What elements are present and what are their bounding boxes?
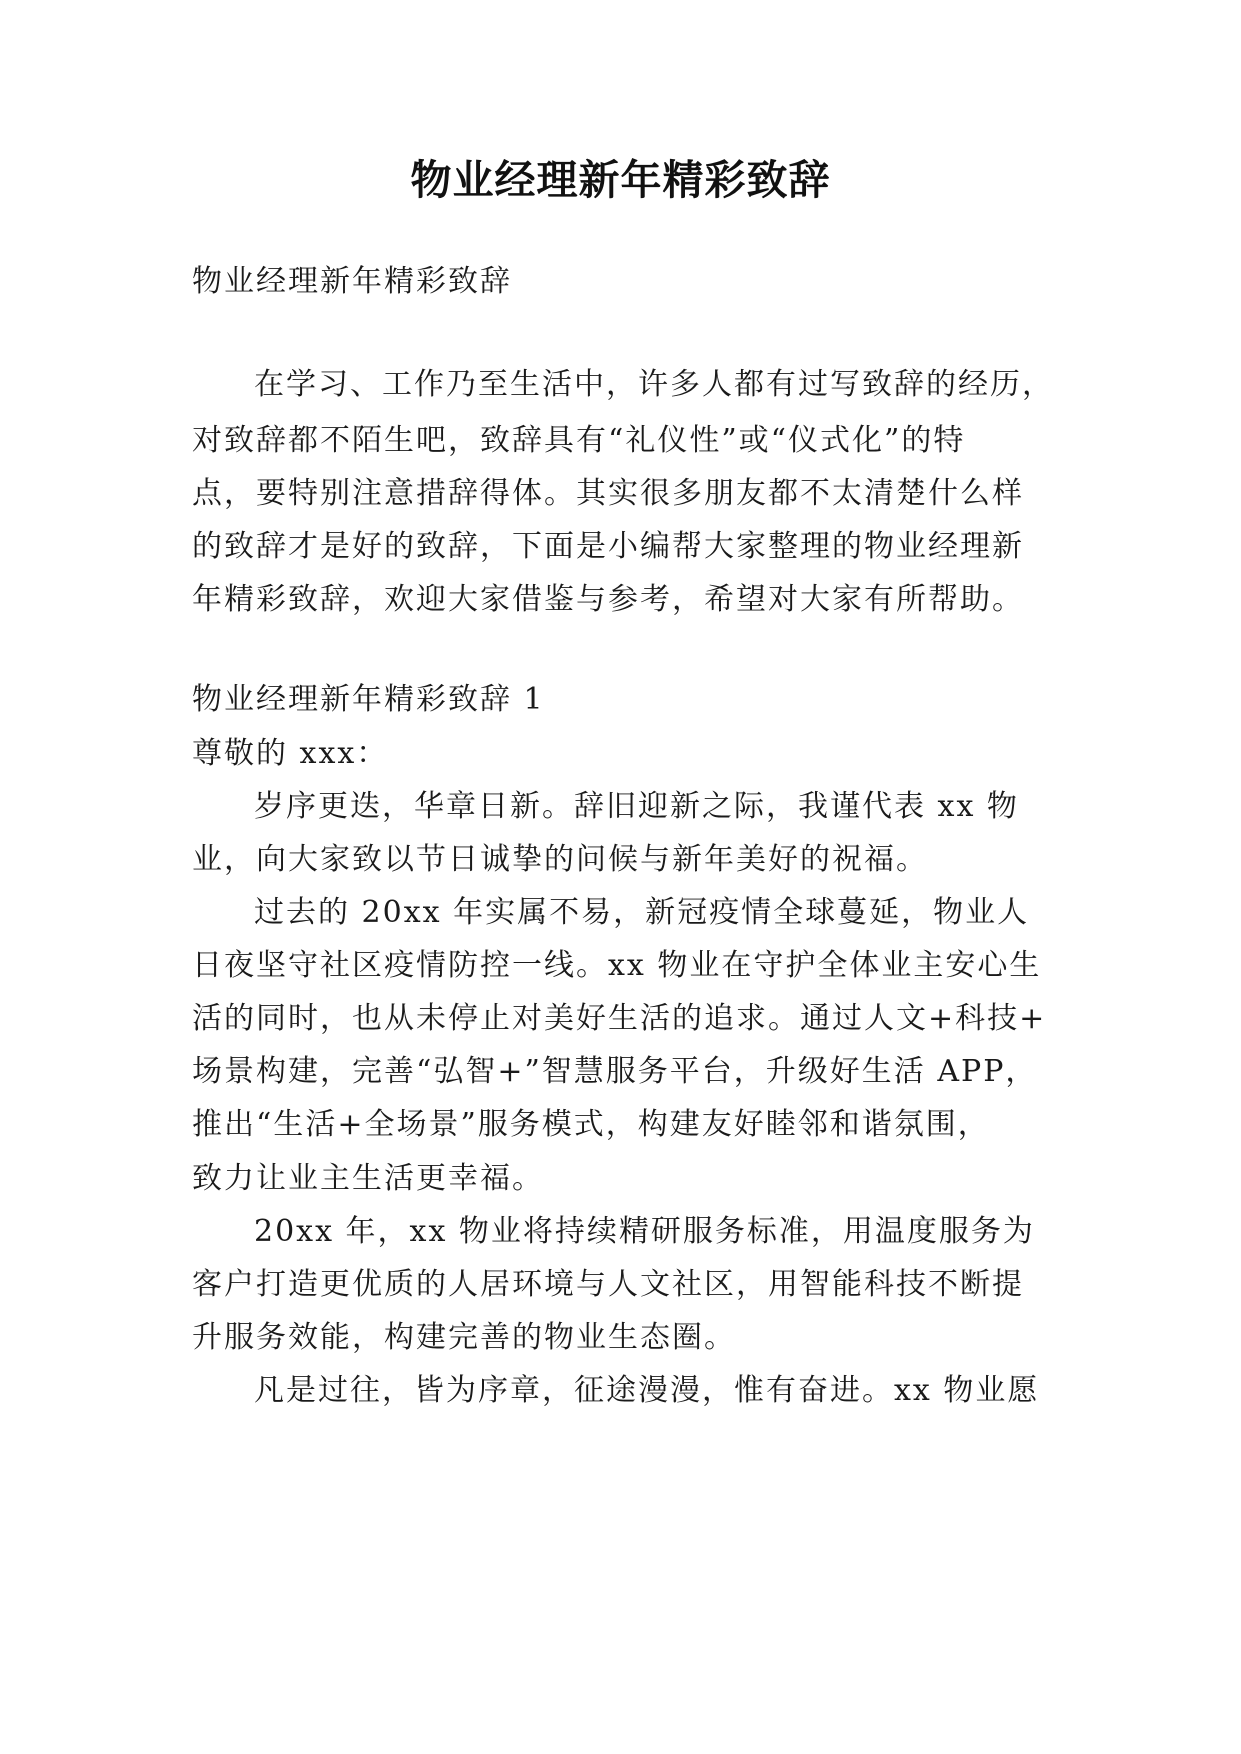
document-title: 物业经理新年精彩致辞 xyxy=(410,156,831,204)
paragraph-line: 致力让业主生活更幸福。 xyxy=(192,1161,544,1196)
salutation: 尊敬的 xxx： xyxy=(192,736,389,771)
paragraph-line: 凡是过往，皆为序章，征途漫漫，惟有奋进。xx 物业愿 xyxy=(254,1373,1040,1408)
paragraph-line: 日夜坚守社区疫情防控一线。xx 物业在守护全体业主安心生 xyxy=(192,948,1042,983)
paragraph-line: 推出“生活+全场景”服务模式，构建友好睦邻和谐氛围， xyxy=(192,1107,990,1142)
paragraph-line: 场景构建，完善“弘智+”智慧服务平台，升级好生活 APP， xyxy=(192,1054,1038,1089)
intro-line: 的致辞才是好的致辞，下面是小编帮大家整理的物业经理新 xyxy=(192,529,1024,564)
paragraph-line: 业，向大家致以节日诚挚的问候与新年美好的祝福。 xyxy=(192,842,928,877)
document-subtitle: 物业经理新年精彩致辞 xyxy=(192,264,512,299)
paragraph-line: 20xx 年，xx 物业将持续精研服务标准，用温度服务为 xyxy=(254,1214,1035,1249)
paragraph-line: 客户打造更优质的人居环境与人文社区，用智能科技不断提 xyxy=(192,1267,1024,1302)
intro-line: 对致辞都不陌生吧，致辞具有“礼仪性”或“仪式化”的特 xyxy=(192,423,966,458)
intro-line: 在学习、工作乃至生活中，许多人都有过写致辞的经历， xyxy=(254,367,1054,402)
paragraph-line: 升服务效能，构建完善的物业生态圈。 xyxy=(192,1320,736,1355)
paragraph-line: 过去的 20xx 年实属不易，新冠疫情全球蔓延，物业人 xyxy=(254,895,1030,930)
paragraph-line: 岁序更迭，华章日新。辞旧迎新之际，我谨代表 xx 物 xyxy=(254,789,1019,824)
paragraph-line: 活的同时，也从未停止对美好生活的追求。通过人文+科技+ xyxy=(192,1001,1047,1036)
intro-line: 年精彩致辞，欢迎大家借鉴与参考，希望对大家有所帮助。 xyxy=(192,582,1024,617)
section-heading: 物业经理新年精彩致辞 1 xyxy=(192,682,545,717)
intro-line: 点，要特别注意措辞得体。其实很多朋友都不太清楚什么样 xyxy=(192,476,1024,511)
